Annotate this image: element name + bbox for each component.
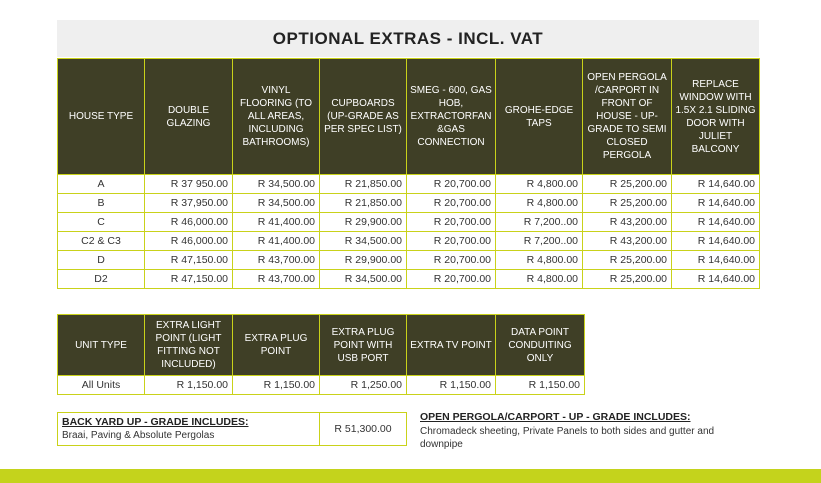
price-cell: R 25,200.00 — [583, 251, 672, 270]
house-type-pricing-table — [57, 58, 760, 289]
header-house-type: HOUSE TYPE — [58, 59, 145, 175]
header-unit-type: UNIT TYPE — [58, 315, 145, 376]
header-vinyl-flooring: VINYL FLOORING (TO ALL AREAS, INCLUDING BATHROOMS) — [233, 59, 320, 175]
table-row — [58, 376, 585, 395]
price-cell: R 20,700.00 — [407, 213, 496, 232]
price-cell: R 14,640.00 — [672, 194, 760, 213]
price-cell: R 21,850.00 — [320, 175, 407, 194]
price-cell: R 43,700.00 — [233, 251, 320, 270]
header-replace-window: REPLACE WINDOW WITH 1.5X 2.1 SLIDING DOOR WITH JULIET BALCONY — [672, 59, 760, 175]
house-table-header-row — [58, 59, 760, 175]
backyard-upgrade-text — [58, 413, 320, 445]
price-cell: R 41,400.00 — [233, 213, 320, 232]
row-label-cell: B — [58, 194, 145, 213]
pergola-upgrade-description: Chromadeck sheeting, Private Panels to both sides and gutter and downpipe — [420, 426, 715, 450]
pergola-upgrade-title: OPEN PERGOLA/CARPORT - UP - GRADE INCLUDES: — [420, 411, 691, 423]
price-cell: R 41,400.00 — [233, 232, 320, 251]
price-cell: R 20,700.00 — [407, 232, 496, 251]
price-cell: R 14,640.00 — [672, 175, 760, 194]
unit-type-pricing-table — [57, 314, 585, 395]
title-band — [57, 20, 759, 57]
price-cell: R 25,200.00 — [583, 194, 672, 213]
price-cell: R 20,700.00 — [407, 251, 496, 270]
header-extra-plug-usb: EXTRA PLUG POINT WITH USB PORT — [320, 315, 407, 376]
price-cell: R 14,640.00 — [672, 232, 760, 251]
header-smeg-gas-hob: SMEG - 600, GAS HOB, EXTRACTORFAN &GAS CONNECTION — [407, 59, 496, 175]
table-row — [58, 213, 760, 232]
header-grohe-taps: GROHE-EDGE TAPS — [496, 59, 583, 175]
price-cell: R 37 950.00 — [145, 175, 233, 194]
header-extra-plug-point: EXTRA PLUG POINT — [233, 315, 320, 376]
header-open-pergola: OPEN PERGOLA /CARPORT IN FRONT OF HOUSE - UP-GRADE TO SEMI CLOSED PERGOLA — [583, 59, 672, 175]
header-double-glazing: DOUBLE GLAZING — [145, 59, 233, 175]
table-row — [58, 194, 760, 213]
price-cell: R 43,200.00 — [583, 232, 672, 251]
page-title: OPTIONAL EXTRAS - INCL. VAT — [272, 28, 544, 48]
price-cell: R 4,800.00 — [496, 194, 583, 213]
backyard-upgrade-box — [57, 412, 407, 446]
price-cell: R 25,200.00 — [583, 270, 672, 289]
header-data-point: DATA POINT CONDUITING ONLY — [496, 315, 585, 376]
table-row — [58, 232, 760, 251]
price-cell: R 34,500.00 — [233, 194, 320, 213]
table-row — [58, 251, 760, 270]
price-cell: R 37,950.00 — [145, 194, 233, 213]
price-cell: R 14,640.00 — [672, 270, 760, 289]
price-cell: R 20,700.00 — [407, 270, 496, 289]
footer-accent-bar — [0, 469, 821, 483]
price-cell: R 1,150.00 — [496, 376, 585, 395]
row-label-cell: C2 & C3 — [58, 232, 145, 251]
price-cell: R 47,150.00 — [145, 270, 233, 289]
price-cell: R 47,150.00 — [145, 251, 233, 270]
backyard-upgrade-title: BACK YARD UP - GRADE INCLUDES: — [62, 416, 249, 428]
header-extra-tv-point: EXTRA TV POINT — [407, 315, 496, 376]
price-cell: R 4,800.00 — [496, 270, 583, 289]
header-cupboards: CUPBOARDS (UP-GRADE AS PER SPEC LIST) — [320, 59, 407, 175]
backyard-upgrade-description: Braai, Paving & Absolute Pergolas — [62, 430, 215, 441]
price-cell: R 1,250.00 — [320, 376, 407, 395]
price-cell: R 7,200..00 — [496, 232, 583, 251]
price-cell: R 29,900.00 — [320, 213, 407, 232]
price-cell: R 14,640.00 — [672, 251, 760, 270]
price-cell: R 14,640.00 — [672, 213, 760, 232]
price-cell: R 1,150.00 — [407, 376, 496, 395]
table-row — [58, 270, 760, 289]
price-cell: R 43,700.00 — [233, 270, 320, 289]
header-extra-light-point: EXTRA LIGHT POINT (LIGHT FITTING NOT INCLUDED) — [145, 315, 233, 376]
price-cell: R 21,850.00 — [320, 194, 407, 213]
price-cell: R 46,000.00 — [145, 232, 233, 251]
price-cell: R 29,900.00 — [320, 251, 407, 270]
price-cell: R 4,800.00 — [496, 251, 583, 270]
row-label-cell: D2 — [58, 270, 145, 289]
price-cell: R 34,500.00 — [320, 270, 407, 289]
price-cell: R 1,150.00 — [233, 376, 320, 395]
pergola-upgrade-note — [420, 411, 750, 451]
price-cell: R 20,700.00 — [407, 175, 496, 194]
price-cell: R 34,500.00 — [320, 232, 407, 251]
row-label-cell: All Units — [58, 376, 145, 395]
row-label-cell: A — [58, 175, 145, 194]
row-label-cell: C — [58, 213, 145, 232]
row-label-cell: D — [58, 251, 145, 270]
price-cell: R 46,000.00 — [145, 213, 233, 232]
price-cell: R 43,200.00 — [583, 213, 672, 232]
backyard-upgrade-price: R 51,300.00 — [334, 423, 392, 435]
price-cell: R 25,200.00 — [583, 175, 672, 194]
unit-table-header-row — [58, 315, 585, 376]
price-cell: R 7,200..00 — [496, 213, 583, 232]
table-row — [58, 175, 760, 194]
price-cell: R 1,150.00 — [145, 376, 233, 395]
price-cell: R 20,700.00 — [407, 194, 496, 213]
price-cell: R 34,500.00 — [233, 175, 320, 194]
price-cell: R 4,800.00 — [496, 175, 583, 194]
